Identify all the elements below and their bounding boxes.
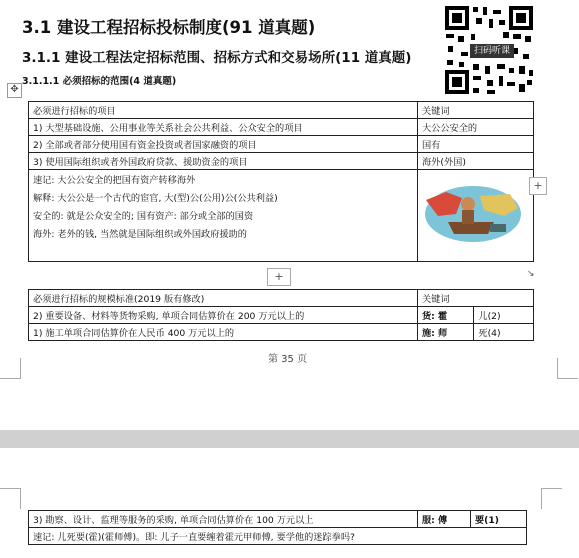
page-corner-mark (0, 358, 21, 379)
qr-label: 扫码听课 (470, 44, 514, 58)
table-cell: 1) 大型基础设施、公用事业等关系社会公共利益、公众安全的项目 (29, 119, 418, 136)
table-cell: 货: 霍 (418, 307, 474, 324)
move-icon[interactable]: ✥ (7, 83, 22, 98)
eunuch-map-illustration (418, 170, 525, 258)
mnemonic-note-cell (29, 170, 418, 262)
table-cell: 死(4) (474, 324, 534, 341)
add-column-plus-icon[interactable]: + (529, 177, 547, 195)
page-corner-mark (557, 358, 578, 379)
heading-section-3-1-1-1: 3.1.1.1 必须招标的范围(4 道真题) (22, 76, 177, 87)
resize-icon[interactable]: ↘ (527, 269, 535, 279)
table-cell: 1) 施工单项合同估算价在人民币 400 万元以上的 (29, 324, 418, 341)
mnemonic-note-cell: 速记: 儿死要(霍)(霍师傅)。即: 儿子一直要缠着霍元甲师傅, 要学他的迷踪拳吗? (29, 528, 527, 545)
table-cell: 儿(2) (474, 307, 534, 324)
table-cell: 3) 勘察、设计、监理等服务的采购, 单项合同估算价在 100 万元以上 (29, 511, 418, 528)
table-header-cell: 必须进行招标的项目 (29, 102, 418, 119)
page-gap (0, 430, 579, 448)
table-cell: 2) 全部或者部分使用国有资金投资或者国家融资的项目 (29, 136, 418, 153)
table-cell: 大公公安全的 (418, 119, 534, 136)
mandatory-projects-table (28, 101, 534, 262)
table-row (29, 511, 527, 528)
page-corner-mark (0, 488, 21, 509)
note-line: 速记: 大公公安全的把国有资产转移海外 (33, 175, 196, 186)
table-cell: 国有 (418, 136, 534, 153)
service-procurement-table (28, 510, 527, 545)
note-line: 海外: 老外的钱, 当然就是国际组织或外国政府援助的 (33, 229, 247, 240)
table-cell: 海外(外国) (418, 153, 534, 170)
note-line: 解释: 大公公是一个古代的宦官, 大(型)公(公用)公(公共利益) (33, 193, 278, 204)
table-header-row (29, 102, 534, 119)
scale-standard-table (28, 289, 534, 341)
table-cell: 要(1) (471, 511, 527, 528)
illustration-cell (418, 170, 534, 262)
table-row (29, 170, 534, 262)
table-row (29, 528, 527, 545)
table-header-cell: 关键词 (418, 102, 534, 119)
heading-section-3-1: 3.1 建设工程招标投标制度(91 道真题) (22, 18, 316, 37)
page-number: 第 35 页 (268, 354, 308, 365)
table-header-cell: 必须进行招标的规模标准(2019 版有修改) (29, 290, 418, 307)
add-row-plus-icon[interactable]: + (267, 268, 291, 286)
page-corner-mark (541, 488, 562, 509)
table-header-row (29, 290, 534, 307)
table-row (29, 119, 534, 136)
note-line: 安全的: 就是公众安全的; 国有资产: 部分或全部的国资 (33, 211, 254, 222)
heading-section-3-1-1: 3.1.1 建设工程法定招标范围、招标方式和交易场所(11 道真题) (22, 50, 412, 66)
table-cell: 施: 师 (418, 324, 474, 341)
table-cell: 服: 傅 (418, 511, 471, 528)
table-header-cell: 关键词 (418, 290, 534, 307)
table-row (29, 324, 534, 341)
table-row (29, 153, 534, 170)
table-row (29, 136, 534, 153)
table-cell: 2) 重要设备、材料等货物采购, 单项合同估算价在 200 万元以上的 (29, 307, 418, 324)
table-cell: 3) 使用国际组织或者外国政府贷款、援助资金的项目 (29, 153, 418, 170)
table-row (29, 307, 534, 324)
